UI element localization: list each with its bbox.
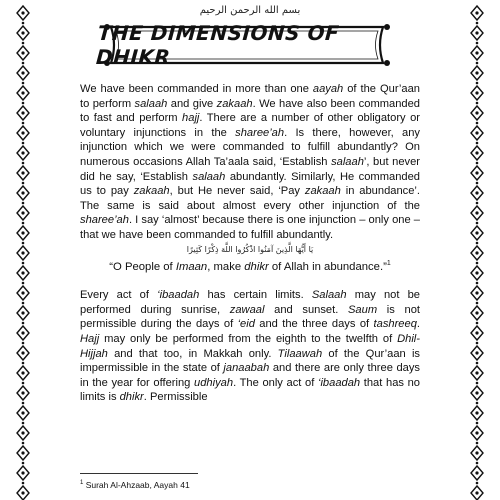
left-decorative-border — [12, 0, 34, 500]
footnote-ref: 1 — [386, 259, 391, 267]
border-ornament-unit — [17, 466, 29, 484]
border-ornament-unit — [17, 186, 29, 204]
border-ornament-unit — [17, 266, 29, 284]
body-text — [80, 82, 420, 405]
border-ornament-unit — [17, 386, 29, 404]
border-ornament-unit — [471, 266, 483, 284]
border-ornament-unit — [471, 326, 483, 344]
border-ornament-unit — [471, 466, 483, 484]
border-ornament-unit — [471, 206, 483, 224]
border-ornament-unit — [17, 146, 29, 164]
verse-translation: “O People of Imaan, make dhikr of Allah in abundance.”$^1$ — [109, 259, 391, 273]
border-ornament-unit — [17, 306, 29, 324]
border-ornament-unit — [17, 26, 29, 44]
border-ornament-unit — [471, 186, 483, 204]
border-ornament-unit — [471, 346, 483, 364]
border-ornament-unit — [471, 66, 483, 84]
paragraph-1: We have been commanded in more than one aayah of the Qur’aan to perform salaah and give zakaah. We have also been commanded to fast and perform hajj. There are a number of other obligatory or voluntary injunctions in the sharee’ah. Is there, however, any injunction which we were commanded to fulfill abundantly? On numerous occasions Allah Ta’aala said, ‘Establish salaah’, but never did he say, ‘Establish salaah abundantly. Similarly, He commanded us to pay zakaah, but He never said, ‘Pay zakaah in abundance’. The same is said about almost every other injunction of the sharee’ah. I say ‘almost’ because there is one injunction – only one – that we have been commanded to fulfill abundantly. — [80, 83, 421, 241]
border-ornament-unit — [17, 286, 29, 304]
border-ornament-unit — [471, 166, 483, 184]
border-ornament-unit — [471, 426, 483, 444]
footnote: $^1$ Surah Al-Ahzaab, Aayah 41 — [80, 480, 190, 490]
bismillah-header: بسم الله الرحمن الرحيم — [199, 5, 301, 16]
border-ornament-unit — [17, 86, 29, 104]
border-ornament-unit — [17, 106, 29, 124]
border-ornament-unit — [17, 166, 29, 184]
border-ornament-unit — [17, 366, 29, 384]
footnote-divider — [80, 473, 198, 474]
border-ornament-unit — [471, 226, 483, 244]
right-border-ornament — [466, 0, 488, 500]
border-ornament-unit — [471, 126, 483, 144]
page-title: THE DIMENSIONS OF DHIKR — [95, 21, 341, 69]
border-ornament-unit — [471, 146, 483, 164]
border-ornament-unit — [17, 246, 29, 264]
border-ornament-unit — [17, 446, 29, 464]
border-ornament-unit — [17, 66, 29, 84]
border-ornament-unit — [471, 486, 483, 500]
border-ornament-unit — [17, 346, 29, 364]
border-ornament-unit — [471, 86, 483, 104]
border-ornament-unit — [17, 426, 29, 444]
border-ornament-unit — [17, 126, 29, 144]
quranic-verse-arabic: يَا أَيُّهَا الَّذِينَ آمَنُوا اذْكُرُوا اللَّهَ ذِكْرًا كَثِيرًا — [186, 244, 314, 254]
border-ornament-unit — [471, 406, 483, 424]
border-ornament-unit — [17, 326, 29, 344]
border-ornament-unit — [471, 106, 483, 124]
left-border-ornament — [12, 0, 34, 500]
border-ornament-unit — [471, 286, 483, 304]
border-ornament-unit — [471, 366, 483, 384]
border-ornament-unit — [17, 486, 29, 500]
border-ornament-unit — [471, 246, 483, 264]
border-ornament-unit — [17, 206, 29, 224]
title-banner — [97, 22, 397, 68]
border-ornament-unit — [471, 446, 483, 464]
border-ornament-unit — [17, 406, 29, 424]
border-ornament-unit — [471, 306, 483, 324]
border-ornament-unit — [17, 226, 29, 244]
border-ornament-unit — [17, 46, 29, 64]
paragraph-2: Every act of ‘ibaadah has certain limits. Salaah may not be performed during sunrise, zawaal and sunset. Saum is not permissible during the days of ‘eid and the three days of tashreeq. Hajj may only be performed from the eighth to the twelfth of Dhil-Hijjah and that too, in Makkah only. Tilaawah of the Qur’aan is impermissible in the state of janaabah and there are only three days in the year for offering udhiyah. The only act of ‘ibaadah that has no limits is dhikr. Permissible — [80, 289, 421, 404]
border-ornament-unit — [471, 46, 483, 64]
border-ornament-unit — [471, 386, 483, 404]
right-decorative-border — [466, 0, 488, 500]
border-ornament-unit — [471, 26, 483, 44]
